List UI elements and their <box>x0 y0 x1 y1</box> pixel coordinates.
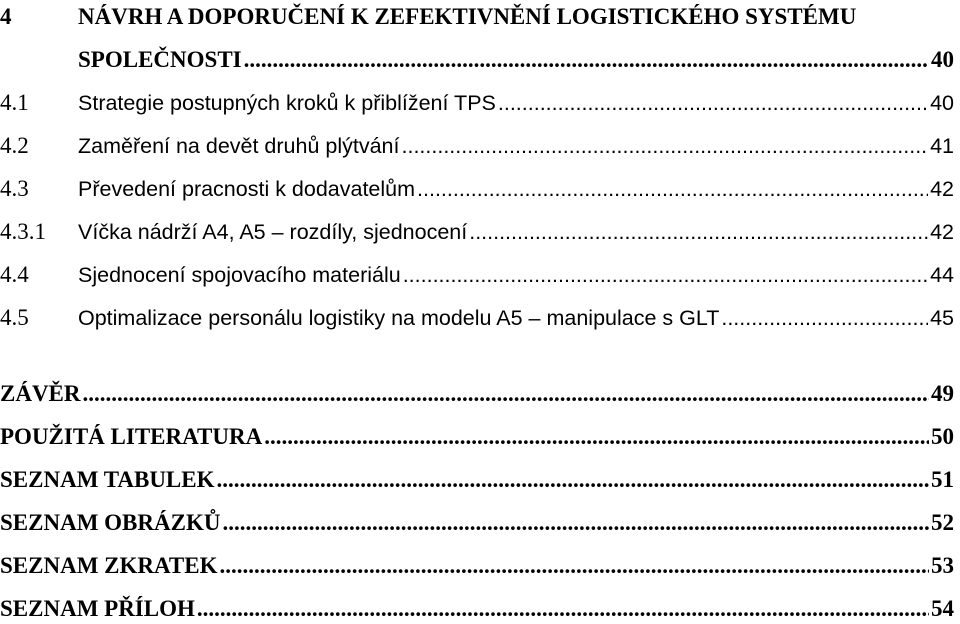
toc-leader-dots <box>264 422 929 452</box>
toc-entry-page: 49 <box>931 381 954 406</box>
toc-entry-figures[interactable] <box>0 508 954 538</box>
toc-entry-title: SEZNAM TABULEK <box>0 467 215 492</box>
toc-entry-page: 44 <box>930 263 954 287</box>
toc-leader-dots <box>83 379 929 409</box>
toc-entry-title: ZÁVĚR <box>0 381 81 406</box>
toc-entry-conclusion[interactable] <box>0 379 954 409</box>
toc-entry-chapter-4-continued[interactable] <box>78 45 954 75</box>
toc-entry-subsection[interactable] <box>0 217 954 247</box>
toc-entry-page: 53 <box>931 553 954 578</box>
toc-entry-section[interactable] <box>0 131 954 161</box>
toc-entry-title: Zaměření na devět druhů plýtvání <box>78 134 400 158</box>
toc-leader-dots <box>721 303 928 333</box>
toc-entry-section[interactable] <box>0 303 954 333</box>
toc-entry-number: 4.2 <box>0 133 29 158</box>
toc-leader-dots <box>417 174 928 204</box>
toc-entry-page: 40 <box>931 47 954 72</box>
toc-entry-chapter-4[interactable] <box>0 2 954 32</box>
toc-entry-section[interactable] <box>0 88 954 118</box>
toc-entry-page: 51 <box>931 467 954 492</box>
toc-entry-page: 45 <box>930 306 954 330</box>
toc-entry-number: 4.4 <box>0 262 29 287</box>
toc-entry-page: 50 <box>931 424 954 449</box>
toc-leader-dots <box>217 465 929 495</box>
toc-entry-page: 42 <box>930 220 954 244</box>
toc-leader-dots <box>498 88 928 118</box>
toc-leader-dots <box>222 508 929 538</box>
toc-entry-number: 4 <box>0 4 12 29</box>
toc-entry-number: 4.3.1 <box>0 219 46 244</box>
toc-entry-number: 4.3 <box>0 176 29 201</box>
toc-entry-section[interactable] <box>0 260 954 290</box>
toc-leader-dots <box>219 551 929 581</box>
toc-entry-title-continued: SPOLEČNOSTI <box>78 47 242 72</box>
toc-leader-dots <box>197 594 929 624</box>
toc-entry-number: 4.5 <box>0 305 29 330</box>
toc-entry-title: NÁVRH A DOPORUČENÍ K ZEFEKTIVNĚNÍ LOGISTICKÉHO SYSTÉMU <box>78 4 857 29</box>
toc-entry-title: POUŽITÁ LITERATURA <box>0 424 263 449</box>
toc-entry-title: Optimalizace personálu logistiky na modelu A5 – manipulace s GLT <box>78 306 720 330</box>
toc-entry-page: 40 <box>930 91 954 115</box>
toc-entry-page: 42 <box>930 177 954 201</box>
toc-entry-title: SEZNAM ZKRATEK <box>0 553 218 578</box>
toc-leader-dots <box>244 45 929 75</box>
toc-entry-page: 54 <box>931 596 954 621</box>
toc-entry-title: Víčka nádrží A4, A5 – rozdíly, sjednocení <box>78 220 468 244</box>
toc-leader-dots <box>402 131 929 161</box>
toc-entry-title: Převedení pracnosti k dodavatelům <box>78 177 416 201</box>
toc-entry-title: Strategie postupných kroků k přiblížení TPS <box>78 91 496 115</box>
toc-entry-appendices[interactable] <box>0 594 954 624</box>
toc-entry-section[interactable] <box>0 174 954 204</box>
toc-entry-abbreviations[interactable] <box>0 551 954 581</box>
toc-leader-dots <box>403 260 928 290</box>
toc-entry-tables[interactable] <box>0 465 954 495</box>
toc-leader-dots <box>469 217 928 247</box>
toc-entry-page: 41 <box>930 134 954 158</box>
toc-entry-title: SEZNAM OBRÁZKŮ <box>0 510 221 535</box>
toc-entry-title: Sjednocení spojovacího materiálu <box>78 263 401 287</box>
toc-entry-page: 52 <box>931 510 954 535</box>
toc-entry-title: SEZNAM PŘÍLOH <box>0 596 195 621</box>
toc-entry-number: 4.1 <box>0 90 29 115</box>
toc-entry-literature[interactable] <box>0 422 954 452</box>
